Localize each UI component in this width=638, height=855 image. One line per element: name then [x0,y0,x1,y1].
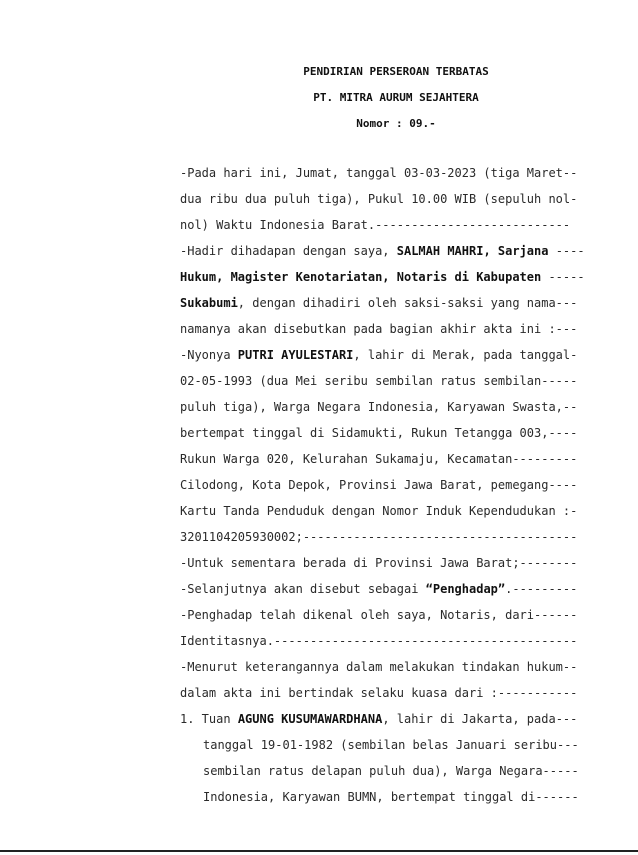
text-span: -Selanjutnya akan disebut sebagai [180,582,426,596]
text-line: -Untuk sementara berada di Provinsi Jawa Barat;-------- [180,556,578,570]
text-line [180,243,610,259]
text-line: bertempat tinggal di Sidamukti, Rukun Tetangga 003,---- [180,426,578,440]
text-span: , dengan dihadiri oleh saksi-saksi yang nama--- [237,296,578,310]
notary-location: Sukabumi [180,296,238,310]
notary-title: Hukum, Magister Kenotariatan, Notaris di Kabupaten [180,270,542,284]
text-span: , lahir di Merak, pada tanggal- [353,348,578,362]
list-item [180,711,610,727]
text-line: puluh tiga), Warga Negara Indonesia, Karyawan Swasta,-- [180,400,578,414]
text-line: 02-05-1993 (dua Mei seribu sembilan ratus sembilan----- [180,374,578,388]
text-line: namanya akan disebutkan pada bagian akhir akta ini :--- [180,322,578,336]
text-line: dua ribu dua puluh tiga), Pukul 10.00 WIB (sepuluh nol- [180,192,578,206]
text-line [180,581,610,597]
text-line [180,295,610,311]
text-span: , lahir di Jakarta, pada--- [382,712,578,726]
dash-fill: ----- [541,270,585,284]
text-line: nol) Waktu Indonesia Barat.--------------------------- [180,218,571,232]
text-span: -Nyonya [180,348,238,362]
list-number: 1. [180,712,195,726]
text-line: Identitasnya.------------------------------------------ [180,634,578,648]
text-line: dalam akta ini bertindak selaku kuasa dari :----------- [180,686,578,700]
text-line: sembilan ratus delapan puluh dua), Warga Negara----- [203,764,579,778]
text-span: Tuan [194,712,238,726]
text-line [180,347,610,363]
dash-fill: ---- [548,244,585,258]
text-line: 3201104205930002;-------------------------------------- [180,530,578,544]
text-line: -Pada hari ini, Jumat, tanggal 03-03-2023 (tiga Maret-- [180,166,578,180]
notary-name: SALMAH MAHRI, Sarjana [396,244,549,258]
text-line [180,269,610,285]
dash-fill: .--------- [505,582,578,596]
document-title: PENDIRIAN PERSEROAN TERBATAS [303,65,489,78]
text-line: Kartu Tanda Penduduk dengan Nomor Induk Kependudukan :- [180,504,578,518]
appearer-name: PUTRI AYULESTARI [237,348,354,362]
text-line: Cilodong, Kota Depok, Provinsi Jawa Barat, pemegang---- [180,478,578,492]
text-span: -Hadir dihadapan dengan saya, [180,244,397,258]
text-line: Indonesia, Karyawan BUMN, bertempat tinggal di------ [203,790,579,804]
text-line: tanggal 19-01-1982 (sembilan belas Januari seribu--- [203,738,579,752]
text-line: Rukun Warga 020, Kelurahan Sukamaju, Kecamatan--------- [180,452,578,466]
text-line: -Penghadap telah dikenal oleh saya, Notaris, dari------ [180,608,578,622]
company-name: PT. MITRA AURUM SEJAHTERA [313,91,479,104]
appearer-alias: “Penghadap” [425,582,506,596]
page-edge-divider [0,850,638,852]
deed-number: Nomor : 09.- [356,117,436,130]
text-line: -Menurut keterangannya dalam melakukan tindakan hukum-- [180,660,578,674]
principal-name: AGUNG KUSUMAWARDHANA [237,712,383,726]
